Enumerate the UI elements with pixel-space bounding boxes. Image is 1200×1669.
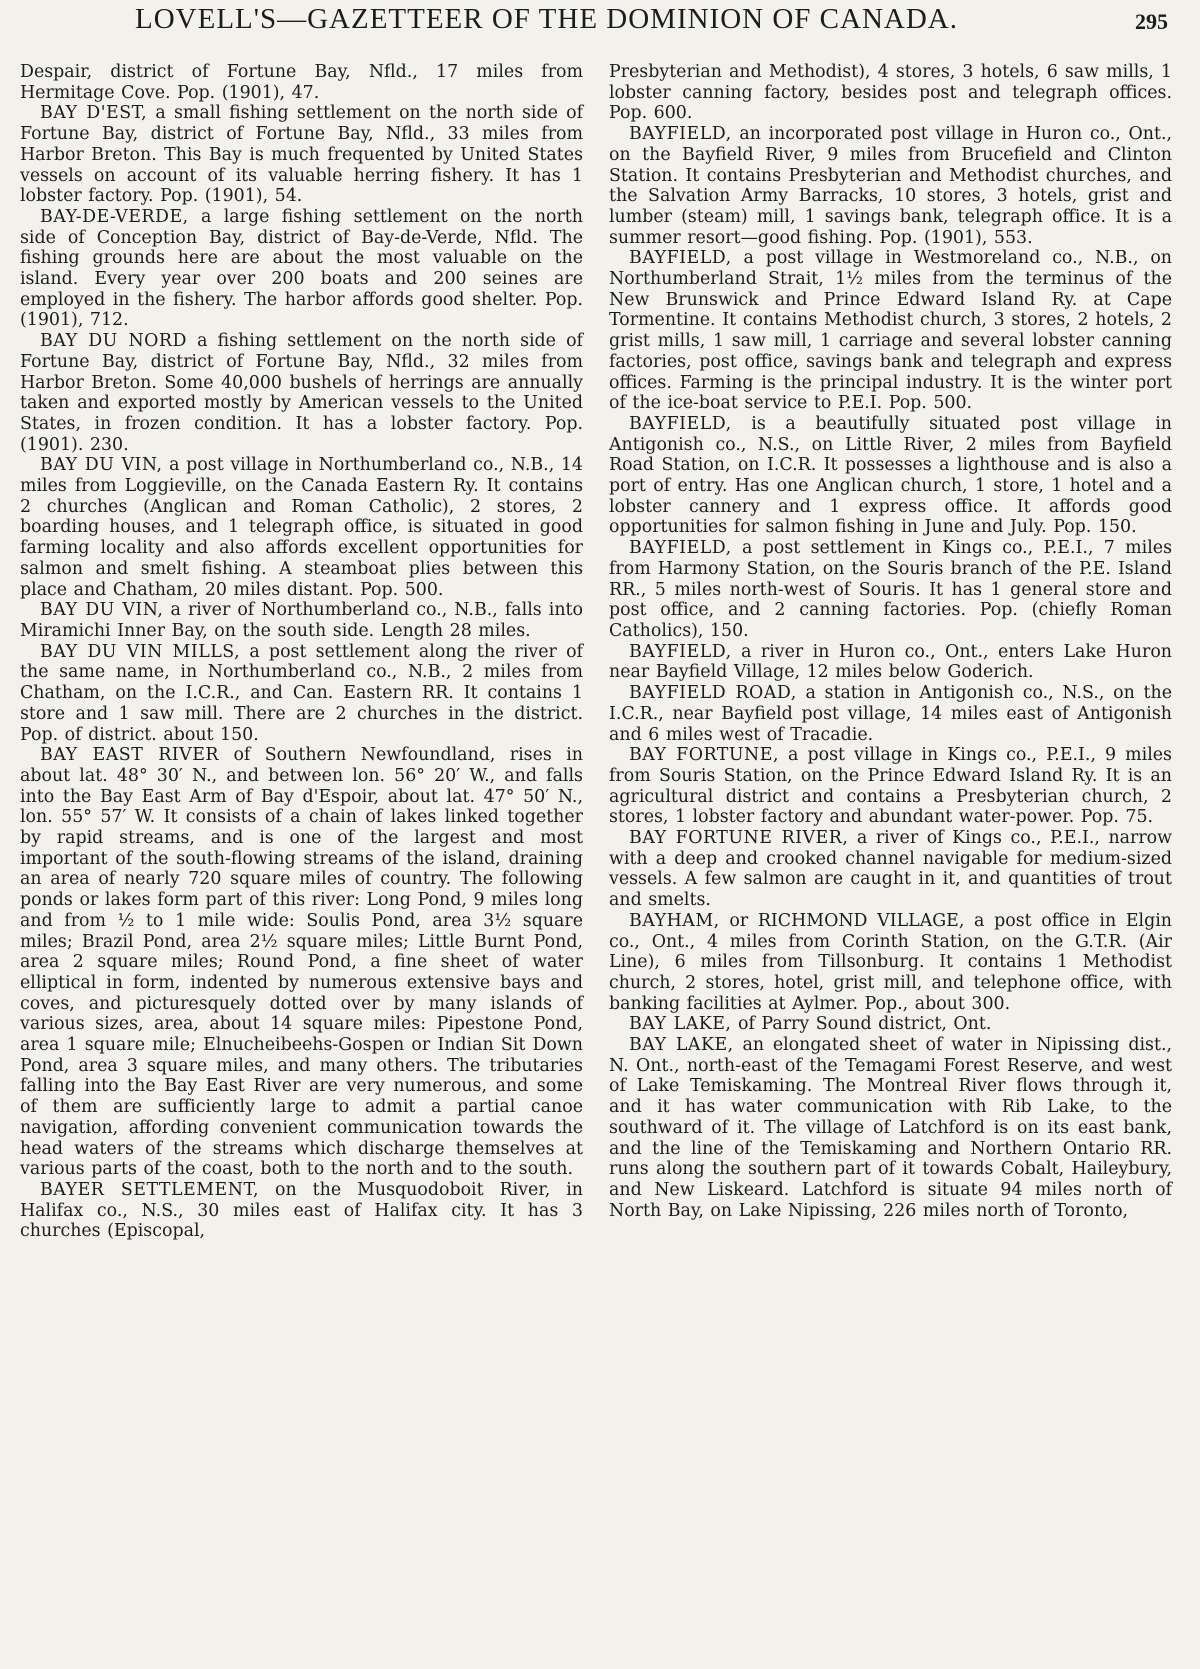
- entry-headword: BAY FORTUNE RIVER,: [629, 828, 849, 849]
- gazetteer-entry: [20, 642, 583, 746]
- entry-headword: BAYHAM,: [629, 910, 720, 931]
- gazetteer-entry: [609, 683, 1172, 745]
- entry-text: or RICHMOND VILLAGE, a post office in Elgin co., Ont., 4 miles from Corinth Station, on the G.T.R. (Air Line), 6 miles from Tillsonburg. It contains 1 Methodist church, 2 stores, hotel, grist mill, and telephone office, with banking facilities at Aylmer. Pop., about 300.: [609, 910, 1172, 1014]
- entry-headword: BAY DU VIN MILLS,: [40, 641, 241, 662]
- page-header: [20, 0, 1172, 62]
- entry-headword: BAY D'EST,: [40, 103, 148, 124]
- entry-text: a river in Huron co., Ont., enters Lake Huron near Bayfield Village, 12 miles below Goderich.: [609, 641, 1172, 683]
- gazetteer-entry: [20, 103, 583, 207]
- gazetteer-entry: [20, 1180, 583, 1242]
- entry-headword: BAY LAKE,: [629, 1035, 734, 1056]
- gazetteer-entry: [20, 207, 583, 331]
- gazetteer-entry: [20, 62, 583, 103]
- gazetteer-entry: [609, 62, 1172, 124]
- entry-text: an elongated sheet of water in Nipissing dist., N. Ont., north-east of the Temagami Forest Reserve, and west of Lake Temiskaming. The Montreal River flows through it, and it has water communication with Rib Lake, to the southward of it. The village of Latchford is on its east bank, and the line of the Temiskaming and Northern Ontario RR. runs along the southern part of it towards Cobalt, Haileybury, and New Liskeard. Latchford is situate 94 miles north of North Bay, on Lake Nipissing, 226 miles north of Toronto,: [609, 1035, 1172, 1221]
- gazetteer-entry: [609, 642, 1172, 683]
- entry-text: a small fishing settlement on the north side of Fortune Bay, district of Fortune Bay, Nfld., 33 miles from Harbor Breton. This Bay is much frequented by United States vessels on account of its valuable herring fishery. It has 1 lobster factory. Pop. (1901), 54.: [20, 103, 584, 207]
- entry-headword: BAYFIELD,: [629, 538, 732, 559]
- entry-text: a post settlement along the river of the same name, in Northumberland co., N.B., 2 miles from Chatham, on the I.C.R., and Can. Eastern RR. It contains 1 store and 1 saw mill. There are 2 churches in the district. Pop. of district. about 150.: [20, 641, 583, 745]
- gazetteer-entry: [609, 538, 1172, 642]
- entry-headword: BAY LAKE,: [629, 1014, 732, 1035]
- entry-headword: BAYFIELD ROAD,: [629, 683, 797, 704]
- entry-text: an incorporated post village in Huron co., Ont., on the Bayfield River, 9 miles from Brucefield and Clinton Station. It contains Presbyterian and Methodist churches, and the Salvation Army Barracks, 10 stores, 3 hotels, grist and lumber (steam) mill, 1 savings bank, telegraph office. It is a summer resort—good fishing. Pop. (1901), 553.: [609, 124, 1172, 248]
- gazetteer-entry: [609, 828, 1172, 911]
- gazetteer-entry: [609, 248, 1172, 414]
- gazetteer-entry: [20, 745, 583, 1180]
- page-title: LOVELL'S—GAZETTEER OF THE DOMINION OF CANADA.: [135, 3, 958, 35]
- gazetteer-entry: [20, 600, 583, 641]
- entry-headword: BAY EAST RIVER: [40, 745, 220, 766]
- entry-text: a post village in Northumberland co., N.B., 14 miles from Loggieville, on the Canada Eastern Ry. It contains 2 churches (Anglican and Roman Catholic), 2 stores, 2 boarding houses, and 1 telegraph office, is situated in good farming locality and also affords excellent opportunities for salmon and smelt fishing. A steamboat plies between this place and Chatham, 20 miles distant. Pop. 500.: [20, 455, 583, 600]
- entry-text: a post village in Westmoreland co., N.B., on Northumberland Strait, 1½ miles from the terminus of the New Brunswick and Prince Edward Island Ry. at Cape Tormentine. It contains Methodist church, 3 stores, 2 hotels, 2 grist mills, 1 saw mill, 1 carriage and several lobster canning factories, post office, savings bank and telegraph and express offices. Farming is the principal industry. It is the winter port of the ice-boat service to P.E.I. Pop. 500.: [609, 248, 1172, 414]
- page-number: 295: [1135, 9, 1168, 34]
- entry-text: a post settlement in Kings co., P.E.I., 7 miles from Harmony Station, on the Souris branch of the P.E. Island RR., 5 miles north-west of Souris. It has 1 general store and post office, and 2 canning factories. Pop. (chiefly Roman Catholics), 150.: [609, 538, 1172, 641]
- entry-headword: BAY FORTUNE,: [629, 745, 779, 766]
- column-left: [20, 62, 583, 1242]
- gazetteer-entry: [609, 414, 1172, 538]
- gazetteer-entry: [20, 331, 583, 455]
- entry-headword: BAYER SETTLEMENT,: [40, 1179, 260, 1200]
- entry-text: a fishing settlement on the north side of Fortune Bay, district of Fortune Bay, Nfld., 32 miles from Harbor Breton. Some 40,000 bushels of herrings are annually taken and exported mostly by American vessels to the United States, in frozen condition. It has a lobster factory. Pop. (1901). 230.: [20, 331, 583, 455]
- entry-text: of Southern Newfoundland, rises in about lat. 48° 30′ N., and between lon. 56° 20′ W., and falls into the Bay East Arm of Bay d'Espoir, about lat. 47° 50′ N., lon. 55° 57′ W. It consists of a chain of lakes linked together by rapid streams, and is one of the largest and most important of the south-flowing streams of the island, draining an area of nearly 720 square miles of country. The following ponds or lakes form part of this river: Long Pond, 9 miles long and from ½ to 1 mile wide: Soulis Pond, area 3½ square miles; Brazil Pond, area 2½ square miles; Little Burnt Pond, area 2 square miles; Round Pond, a fine sheet of water elliptical in form, indented by numerous extensive bays and coves, and picturesquely dotted over by many islands of various sizes, area, about 14 square miles: Pipestone Pond, area 1 square mile; Elnucheibeehs-Gospen or Indian Sit Down Pond, area 3 square miles, and many others. The tributaries falling into the Bay East River are very numerous, and some of them are sufficiently large to admit a partial canoe navigation, affording convenient communication towards the head waters of the streams which discharge themselves at various parts of the coast, both to the north and to the south.: [20, 745, 584, 1180]
- text-columns: [20, 62, 1172, 1242]
- entry-text: of Parry Sound district, Ont.: [731, 1014, 992, 1035]
- entry-text: a river of Kings co., P.E.I., narrow with a deep and crooked channel navigable for medium-sized vessels. A few salmon are caught in it, and quantities of trout and smelts.: [609, 828, 1173, 911]
- gazetteer-entry: [609, 1035, 1172, 1221]
- entry-text: on the Musquodoboit River, in Halifax co., N.S., 30 miles east of Halifax city. It has 3 churches (Episcopal,: [20, 1179, 584, 1242]
- entry-headword: BAYFIELD,: [629, 413, 732, 434]
- entry-headword: BAYFIELD,: [629, 248, 732, 269]
- column-right: [609, 62, 1172, 1221]
- entry-text: a station in Antigonish co., N.S., on the I.C.R., near Bayfield post village, 14 miles east of Antigonish and 6 miles west of Tracadie.: [609, 683, 1172, 745]
- gazetteer-entry: [609, 1014, 1172, 1035]
- entry-text: a large fishing settlement on the north side of Conception Bay, district of Bay-de-Verde, Nfld. The fishing grounds here are about the most valuable on the island. Every year over 200 boats and 200 seines are employed in the fishery. The harbor affords good shelter. Pop. (1901), 712.: [20, 206, 583, 331]
- gazetteer-entry: [609, 911, 1172, 1015]
- entry-text: a post village in Kings co., P.E.I., 9 miles from Souris Station, on the Prince Edward Island Ry. It is an agricultural district and contains a Presbyterian church, 2 stores, 1 lobster factory and abundant water-power. Pop. 75.: [609, 745, 1172, 828]
- entry-headword: BAY-DE-VERDE,: [40, 206, 189, 227]
- entry-text: is a beautifully situated post village in Antigonish co., N.S., on Little River, 2 miles from Bayfield Road Station, on I.C.R. It possesses a lighthouse and is also a port of entry. Has one Anglican church, 1 store, 1 hotel and a lobster cannery and 1 express office. It affords good opportunities for salmon fishing in June and July. Pop. 150.: [609, 413, 1172, 538]
- entry-headword: BAY DU VIN,: [40, 600, 164, 621]
- entry-headword: BAY DU NORD: [40, 331, 187, 352]
- entry-headword: BAYFIELD,: [629, 641, 732, 662]
- entry-text: a river of Northumberland co., N.B., falls into Miramichi Inner Bay, on the south side. Length 28 miles.: [20, 600, 583, 641]
- gazetteer-entry: [609, 745, 1172, 828]
- entry-headword: BAY DU VIN,: [40, 455, 163, 476]
- gazetteer-entry: [20, 455, 583, 600]
- entry-text: Presbyterian and Methodist), 4 stores, 3 hotels, 6 saw mills, 1 lobster canning factory, besides post and telegraph offices. Pop. 600.: [609, 62, 1172, 124]
- entry-text: Despair, district of Fortune Bay, Nfld., 17 miles from Hermitage Cove. Pop. (1901), 47.: [20, 62, 583, 103]
- entry-headword: BAYFIELD,: [629, 124, 732, 145]
- gazetteer-entry: [609, 124, 1172, 248]
